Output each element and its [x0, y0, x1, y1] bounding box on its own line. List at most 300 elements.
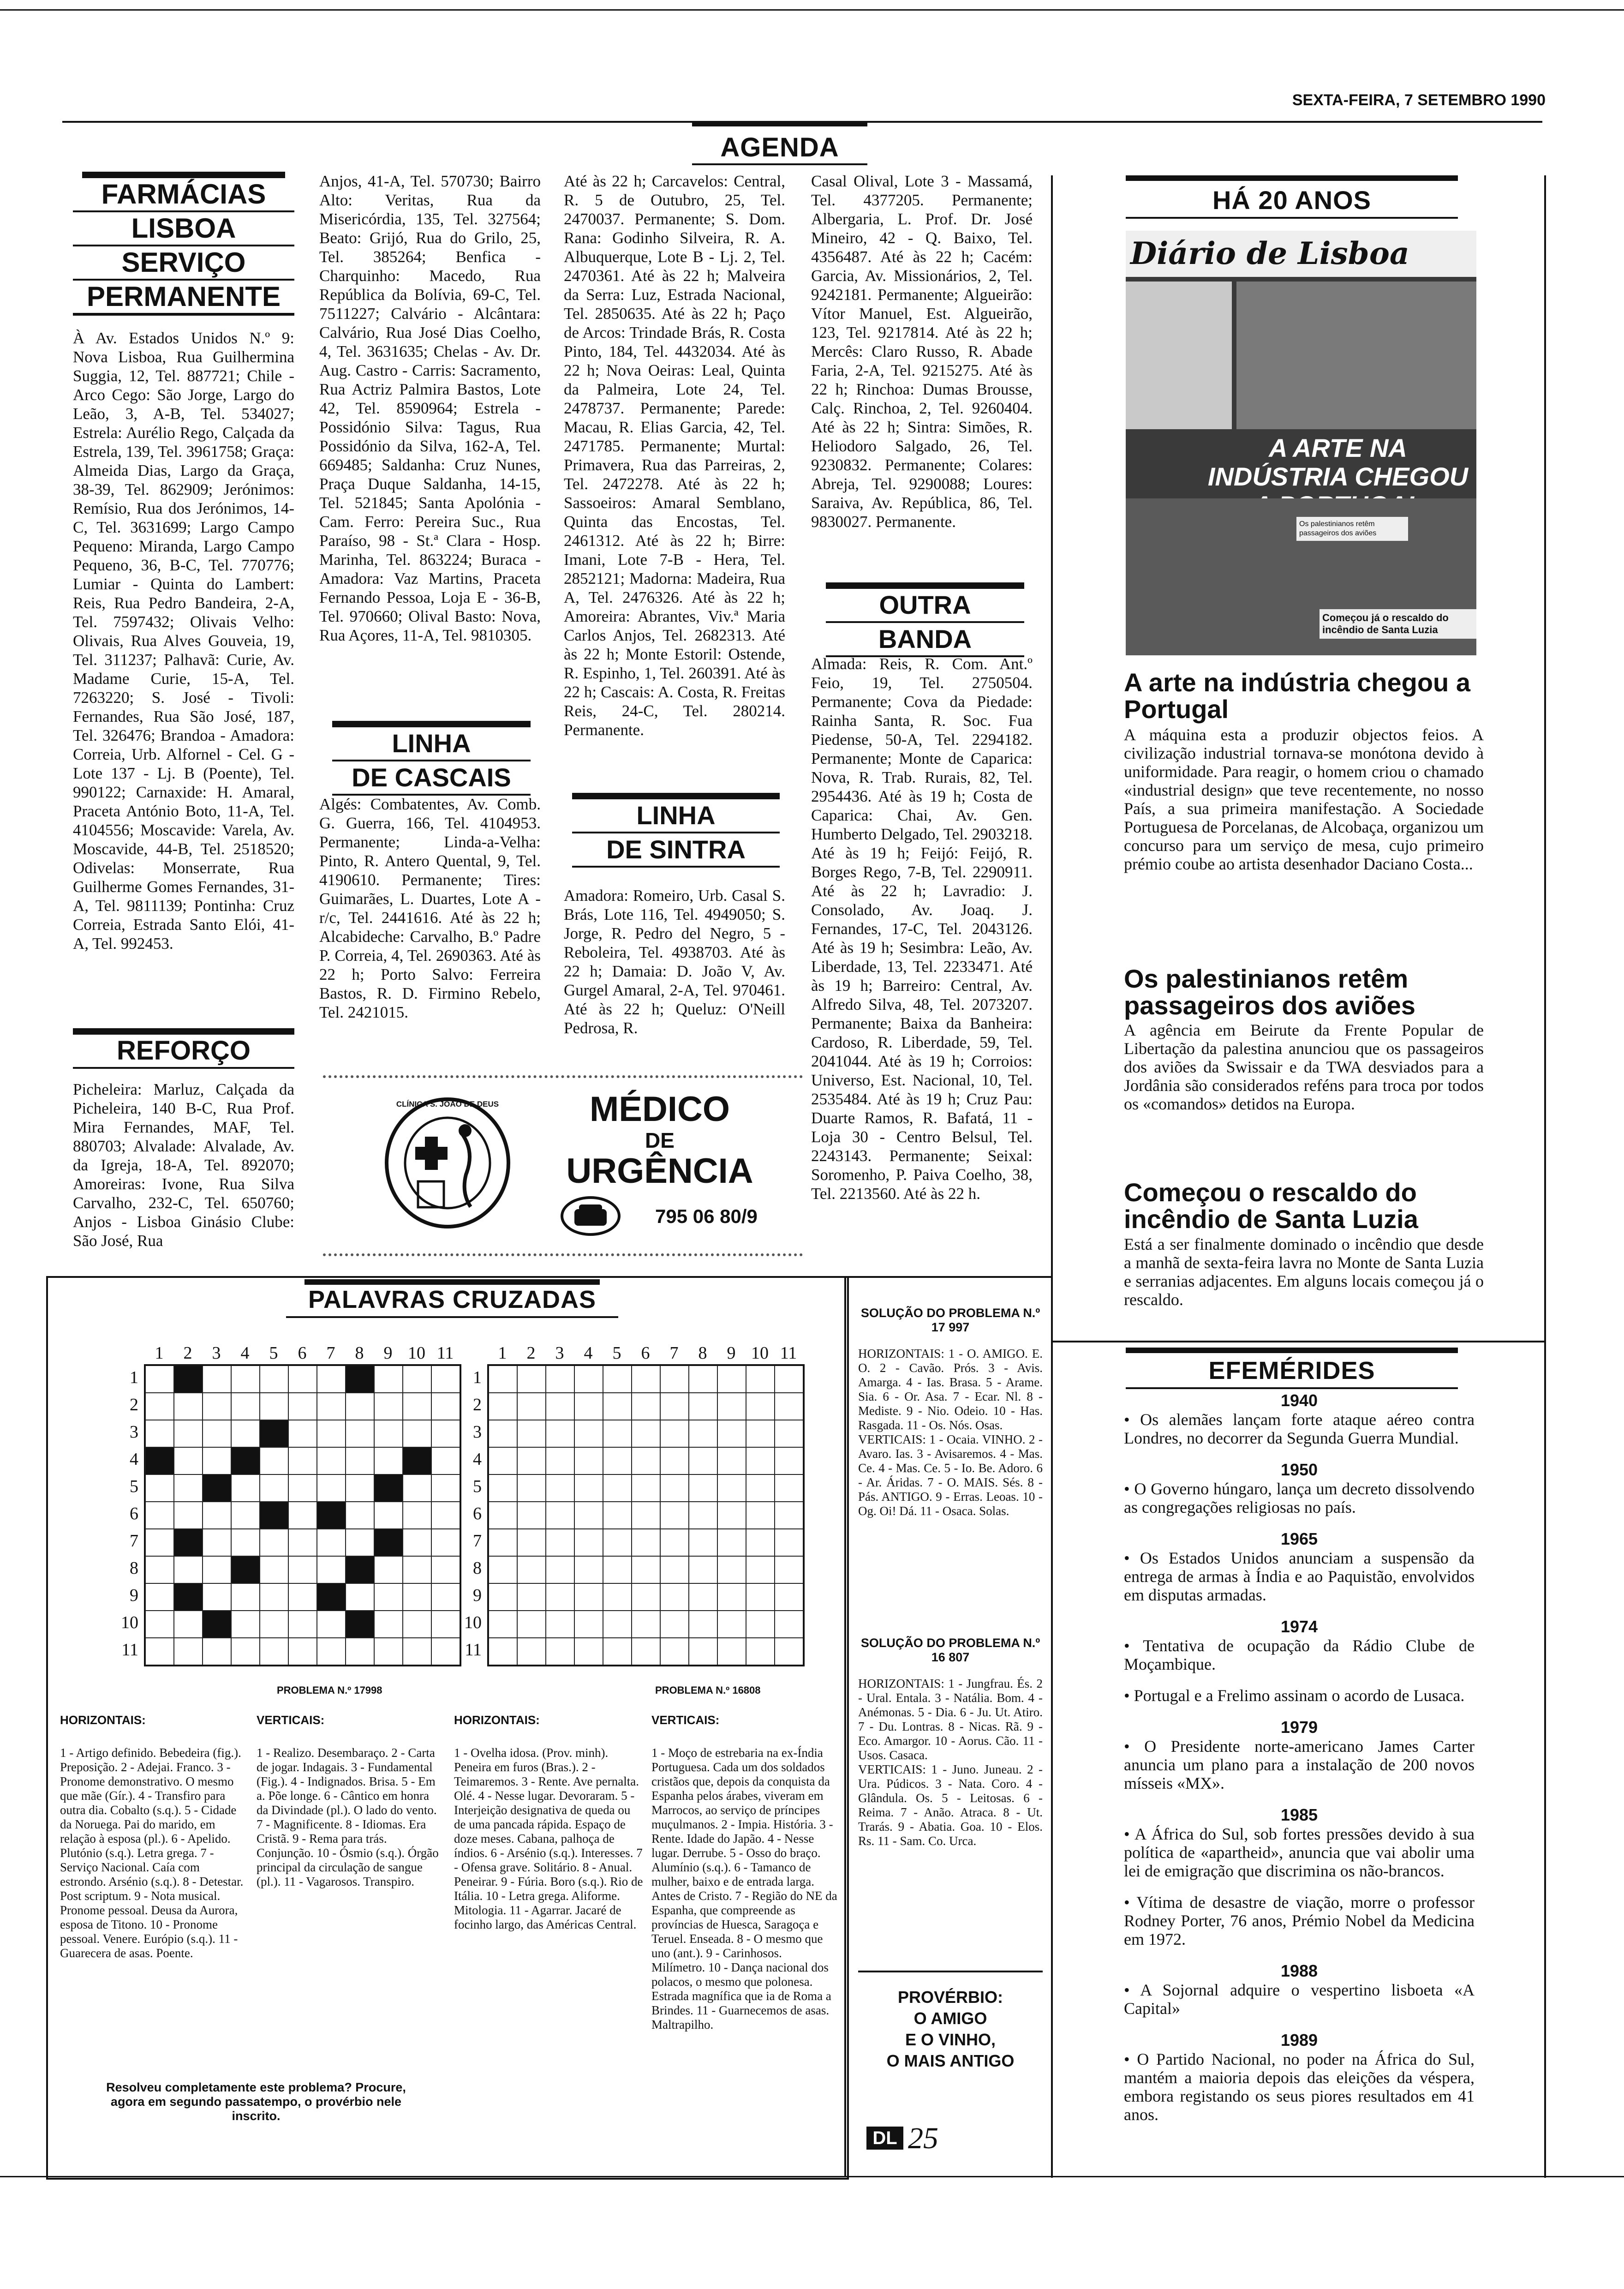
grid-cell — [288, 1393, 317, 1420]
grid-cell — [603, 1583, 632, 1611]
grid-cell — [489, 1474, 517, 1502]
grid-cell — [574, 1638, 603, 1665]
grid-cell — [317, 1393, 346, 1420]
grid-cell — [546, 1420, 574, 1447]
efem-entry: 1940 • Os alemães lançam forte ataque aéreo contra Londres, no decorrer da Segunda Guerra Mundial. — [1124, 1391, 1475, 1447]
grid-cell — [546, 1447, 574, 1474]
grid-cell — [231, 1420, 260, 1447]
efem-entry: 1989 • O Partido Nacional, no poder na África do Sul, mantém a maioria depois das eleições da véspera, embora registando os seus piores resultados em 41 anos. — [1124, 2031, 1475, 2124]
grid-cell — [603, 1529, 632, 1556]
grid-cell — [346, 1529, 374, 1556]
clip-masthead: Diário de Lisboa — [1130, 235, 1409, 271]
grid-cell — [574, 1556, 603, 1583]
grid-cell — [203, 1447, 231, 1474]
grid-cell — [145, 1474, 174, 1502]
grid-cell — [374, 1447, 403, 1474]
grid-cell — [346, 1474, 374, 1502]
grid-cell — [660, 1420, 689, 1447]
grid-cell — [689, 1529, 717, 1556]
grid-cell — [574, 1366, 603, 1393]
medico-title-3: URGÊNCIA — [566, 1151, 753, 1191]
grid-cell — [203, 1502, 231, 1529]
grid-cell — [288, 1638, 317, 1665]
crossword-grid-1 — [144, 1364, 461, 1666]
grid-cell — [346, 1556, 374, 1583]
grid-cell — [775, 1529, 803, 1556]
grid-cell — [717, 1529, 746, 1556]
grid-cell — [288, 1583, 317, 1611]
news3-title: Começou o rescaldo do incêndio de Santa Luzia — [1124, 1178, 1418, 1234]
grid-cell — [574, 1583, 603, 1611]
grid-cell — [489, 1529, 517, 1556]
grid-cell — [632, 1366, 660, 1393]
efemerides-list — [1124, 1391, 1475, 2137]
lisboa-title: LISBOA — [73, 212, 294, 246]
grid-cell — [574, 1447, 603, 1474]
grid-cell — [603, 1474, 632, 1502]
clues-h2: HORIZONTAIS: 1 - Ovelha idosa. (Prov. minh). Peneira em furos (Bras.). 2 - Teimaremos. 3 - Rente. Ave pernalta. Olé. 4 - Nesse lugar. Devoraram. 5 - Interjeição designativa de queda ou de uma pancada rápida. Espaço de doze meses. Cabana, palhoça de índios. 6 - Arsénio (s.q.). Interesses. 7 - Ofensa grave. Solitário. 8 - Anual. Peneirar. 9 - Fúria. Boro (s.q.). Rio de Itália. 10 - Letra grega. Aliforme. Mitologia. 11 - Agarrar. Jacaré de focinho largo, das Américas Central. — [454, 1713, 643, 1931]
grid-cell — [775, 1447, 803, 1474]
grid-cell — [145, 1447, 174, 1474]
grid-cell — [689, 1556, 717, 1583]
grid-cell — [660, 1529, 689, 1556]
grid-cell — [374, 1474, 403, 1502]
grid-cell — [717, 1447, 746, 1474]
grid-cell — [717, 1502, 746, 1529]
grid-cell — [374, 1393, 403, 1420]
grid-cell — [203, 1366, 231, 1393]
grid-cell — [288, 1502, 317, 1529]
grid-cell — [746, 1447, 775, 1474]
grid-cell — [403, 1529, 431, 1556]
grid-cell — [717, 1420, 746, 1447]
grid-cell — [145, 1529, 174, 1556]
grid-cell — [231, 1474, 260, 1502]
grid-cell — [632, 1474, 660, 1502]
grid-cell — [403, 1420, 431, 1447]
grid-cell — [374, 1583, 403, 1611]
col4-list: Casal Olival, Lote 3 - Massamá, Tel. 4377205. Permanente; Albergaria, L. Prof. Dr. José Mineiro, 42 - Q. Baixo, Tel. 4356487. Até às 22 h; Cacém: Garcia, Av. Missionários, 2, Tel. 9242181. Permanente; Algueirão: Vítor Manuel, Est. Algueirão, 123, Tel. 9217814. Até às 22 h; Mercês: Claro Russo, R. Abade Faria, 2-A, Tel. 9215275. Até às 22 h; Rinchoa: Dumas Brousse, Calç. Rinchoa, 2, Tel. 9260404. Até às 22 h; Sintra: Simões, R. Heliodoro Salgado, 26, Tel. 9230832. Permanente; Colares: Abreja, Tel. 9290088; Loures: Saraiva, Av. República, 86, Tel. 9830027. Permanente. — [811, 172, 1033, 531]
grid-cell — [660, 1611, 689, 1638]
grid-cell — [174, 1529, 203, 1556]
ha20-title: HÁ 20 ANOS — [1126, 184, 1458, 219]
grid-cell — [231, 1393, 260, 1420]
grid-cell — [717, 1556, 746, 1583]
grid-cell — [689, 1393, 717, 1420]
efemerides-title: EFEMÉRIDES — [1126, 1354, 1458, 1389]
grid-cell — [203, 1529, 231, 1556]
grid-cell — [403, 1366, 431, 1393]
sintra-list: Amadora: Romeiro, Urb. Casal S. Brás, Lote 116, Tel. 4949050; S. Jorge, R. Pedro del Negro, 5 - Reboleira, Tel. 4938703. Até às 22 h; Damaia: D. João V, Av. Gurgel Amaral, 2-A, Tel. 970461. Até às 22 h; Queluz: O'Neill Pedrosa, R. — [564, 887, 785, 1037]
grid-cell — [574, 1611, 603, 1638]
grid-cell — [489, 1502, 517, 1529]
grid-cell — [374, 1420, 403, 1447]
sintra-title-2: DE SINTRA — [572, 833, 780, 868]
grid-cell — [546, 1502, 574, 1529]
grid-cell — [231, 1447, 260, 1474]
news2-title: Os palestinianos retêm passageiros dos aviões — [1124, 964, 1415, 1020]
cascais-header — [332, 721, 531, 796]
grid-cell — [174, 1393, 203, 1420]
grid-cell — [546, 1474, 574, 1502]
grid-cell — [603, 1366, 632, 1393]
grid-cell — [288, 1529, 317, 1556]
grid-cell — [374, 1529, 403, 1556]
grid-cell — [689, 1583, 717, 1611]
grid-cell — [717, 1366, 746, 1393]
grid-cell — [174, 1366, 203, 1393]
grid-cell — [317, 1638, 346, 1665]
grid-cell — [260, 1583, 288, 1611]
grid-cell — [689, 1366, 717, 1393]
grid-cell — [374, 1366, 403, 1393]
grid-cell — [346, 1502, 374, 1529]
agenda-title: AGENDA — [720, 132, 839, 162]
grid-cell — [174, 1502, 203, 1529]
grid-cell — [145, 1611, 174, 1638]
grid-cell — [346, 1420, 374, 1447]
grid-cell — [775, 1638, 803, 1665]
grid-cell — [574, 1474, 603, 1502]
grid-cell — [317, 1420, 346, 1447]
grid-cell — [288, 1611, 317, 1638]
grid-cell — [517, 1366, 546, 1393]
news3-body: Está a ser finalmente dominado o incêndio que desde a manhã de sexta-feira lavra no Monte de Santa Luzia e serranias adjacentes. Em alguns locais começou já o rescaldo. — [1124, 1235, 1484, 1309]
grid-cell — [374, 1502, 403, 1529]
grid-cell — [403, 1638, 431, 1665]
grid-cell — [775, 1611, 803, 1638]
grid-cell — [660, 1638, 689, 1665]
medico-title-1: MÉDICO — [590, 1090, 730, 1129]
efem-entry: 1985 • A África do Sul, sob fortes pressões devido à sua política de «apartheid», anuncia que vai abolir uma lei de emigração que discrimina os não-brancos. — [1124, 1805, 1475, 1880]
grid-cell — [660, 1502, 689, 1529]
grid1-col-numbers: 1 2 3 4 5 6 7 8 9 10 11 — [155, 1343, 454, 1363]
efem-entry: • Vítima de desastre de viação, morre o professor Rodney Porter, 76 anos, Prémio Nobel da Medicina em 1972. — [1124, 1893, 1475, 1948]
clip-caption: Começou já o rescaldo do incêndio de Santa Luzia — [1320, 609, 1476, 639]
grid-cell — [489, 1366, 517, 1393]
grid-cell — [632, 1583, 660, 1611]
grid-cell — [746, 1393, 775, 1420]
grid-cell — [517, 1611, 546, 1638]
grid-cell — [632, 1611, 660, 1638]
grid-cell — [260, 1556, 288, 1583]
farmacias-title: FARMÁCIAS — [73, 178, 294, 212]
outra-title-2: BANDA — [826, 623, 1024, 657]
grid-cell — [174, 1611, 203, 1638]
grid-cell — [517, 1638, 546, 1665]
grid-cell — [260, 1474, 288, 1502]
grid-cell — [174, 1583, 203, 1611]
grid-cell — [231, 1611, 260, 1638]
reforco-header — [73, 1028, 294, 1069]
grid-cell — [603, 1556, 632, 1583]
clip-headline: A ARTE NA INDÚSTRIA CHEGOU — [1207, 433, 1469, 491]
grid-cell — [574, 1502, 603, 1529]
grid-cell — [603, 1447, 632, 1474]
grid-cell — [603, 1611, 632, 1638]
grid-cell — [603, 1638, 632, 1665]
grid-cell — [775, 1583, 803, 1611]
grid-cell — [260, 1502, 288, 1529]
grid-cell — [603, 1502, 632, 1529]
grid-cell — [746, 1529, 775, 1556]
grid-cell — [346, 1638, 374, 1665]
grid-cell — [288, 1366, 317, 1393]
grid-cell — [689, 1638, 717, 1665]
problem-number-2: PROBLEMA N.º 16808 — [655, 1684, 761, 1696]
clinica-logo-text: CLÍNICA S. JOÃO DE DEUS — [396, 1100, 499, 1109]
grid-cell — [632, 1393, 660, 1420]
efem-entry: 1979 • O Presidente norte-americano James Carter anuncia um plano para a instalação de 200 novos mísseis «MX». — [1124, 1718, 1475, 1792]
col2-list: Anjos, 41-A, Tel. 570730; Bairro Alto: Veritas, Rua da Misericórdia, 135, Tel. 327564; Beato: Grijó, Rua do Grilo, 25, Tel. 385264; Benfica - Charquinho: Macedo, Rua República da Bolívia, 69-C, Tel. 7511227; Calvário - Alcântara: Calvário, Rua José Dias Coelho, 4, Tel. 3631635; Chelas - Av. Dr. Aug. Castro - Carris: Sacramento, Rua Actriz Palmira Bastos, Lote 42, Tel. 8590964; Estrela - Possidónio Silva: Tagus, Rua Possidónio da Silva, 162-A, Tel. 669485; Saldanha: Cruz Nunes, Praça Duque Saldanha, 14-15, Tel. 521845; Santa Apolónia - Cam. Ferro: Pereira Suc., Rua Paraíso, 98 - St.ª Clara - Hosp. Marinha, Tel. 863224; Buraca - Amadora: Vaz Martins, Praceta Fernando Pessoa, Loja E - 36-B, Tel. 970660; Olival Basto: Nova, Rua Açores, 11-A, Tel. 9810305. — [319, 172, 541, 644]
grid-cell — [574, 1529, 603, 1556]
grid-cell — [775, 1420, 803, 1447]
grid-cell — [632, 1556, 660, 1583]
grid-cell — [660, 1556, 689, 1583]
grid-cell — [632, 1638, 660, 1665]
grid-cell — [346, 1447, 374, 1474]
grid-cell — [517, 1474, 546, 1502]
solution-17997: SOLUÇÃO DO PROBLEMA N.º 17 997 HORIZONTAIS: 1 - O. AMIGO. E. O. 2 - Cavão. Prós. 3 - Avis. Amarga. 4 - Ias. Brasa. 5 - Arame. Sia. 6 - Or. Asa. 7 - Ecar. Nl. 8 - Mediste. 9 - Nio. Odeio. 10 - Has. Rasgada. 11 - Os. Nós. Osas. VERTICAIS: 1 - Ocaia. VINHO. 2 - Avaro. Ias. 3 - Avisaremos. 4 - Mas. Ce. 4 - Mas. Ce. 5 - Io. Be. Adoro. 6 - Ar. Áridas. 7 - O. MAIS. Sés. 8 - Pás. ANTIGO. 9 - Erras. Leoas. 10 - Og. Oi! Dá. 11 - Osaca. Solas. — [858, 1306, 1043, 1518]
grid-cell — [174, 1638, 203, 1665]
grid-cell — [717, 1393, 746, 1420]
grid-cell — [145, 1420, 174, 1447]
grid-cell — [517, 1447, 546, 1474]
grid-cell — [489, 1611, 517, 1638]
grid-cell — [746, 1556, 775, 1583]
grid-cell — [546, 1529, 574, 1556]
grid-cell — [689, 1420, 717, 1447]
grid-cell — [260, 1611, 288, 1638]
grid-cell — [517, 1420, 546, 1447]
grid-cell — [145, 1393, 174, 1420]
efem-entry: 1974 • Tentativa de ocupação da Rádio Clube de Moçambique. — [1124, 1617, 1475, 1673]
outra-title-1: OUTRA — [826, 589, 1024, 623]
grid-cell — [717, 1638, 746, 1665]
grid-cell — [546, 1366, 574, 1393]
grid-cell — [546, 1393, 574, 1420]
grid-cell — [317, 1611, 346, 1638]
grid2-row-numbers: 1 2 3 4 5 6 7 8 9 10 11 — [464, 1368, 482, 1660]
grid-cell — [746, 1366, 775, 1393]
grid-cell — [489, 1447, 517, 1474]
grid-cell — [689, 1611, 717, 1638]
grid-cell — [717, 1474, 746, 1502]
grid-cell — [517, 1556, 546, 1583]
grid-cell — [317, 1366, 346, 1393]
grid-cell — [517, 1529, 546, 1556]
grid-cell — [231, 1529, 260, 1556]
grid-cell — [632, 1502, 660, 1529]
grid-cell — [260, 1638, 288, 1665]
grid-cell — [203, 1393, 231, 1420]
grid-cell — [403, 1447, 431, 1474]
cascais-title-1: LINHA — [332, 727, 531, 761]
reforco-list: Picheleira: Marluz, Calçada da Picheleira, 140 B-C, Rua Prof. Mira Fernandes, MAF, Tel. 880703; Alvalade: Alvalade, Av. da Igreja, 18-A, Tel. 892070; Amoreiras: Ivone, Rua Silva Carvalho, 232-C, Tel. 650760; Anjos - Lisboa Ginásio Clube: São José, Rua — [73, 1080, 294, 1250]
grid-cell — [403, 1583, 431, 1611]
solution-16807: SOLUÇÃO DO PROBLEMA N.º 16 807 HORIZONTAIS: 1 - Jungfrau. És. 2 - Ural. Entala. 3 - Natália. Bom. 4 - Anémonas. 5 - Dia. 6 - Ju. Ut. Atiro. 7 - Du. Lontras. 8 - Nicas. Rã. 9 - Eco. Amargor. 10 - Aorus. Cão. 11 - Usos. Casaca. VERTICAIS: 1 - Juno. Juneau. 2 - Ura. Púdicos. 3 - Nata. Coro. 4 - Glândula. Os. 5 - Leitosas. 6 - Reima. 7 - Anão. Atraca. 8 - Ut. Trarás. 9 - Abatia. Goa. 10 - Elos. Rs. 11 - Sam. Co. Urca. — [858, 1636, 1043, 1848]
cascais-list: Algés: Combatentes, Av. Comb. G. Guerra, 166, Tel. 4104953. Permanente; Linda-a-Velha: Pinto, R. Antero Quental, 9, Tel. 4190610. Permanente; Tires: Guimarães, L. Duartes, Lote A - r/c, Tel. 2441616. Até às 22 h; Alcabideche: Carvalho, B.º Padre P. Correia, 4, Tel. 2690363. Até às 22 h; Porto Salvo: Ferreira Bastos, R. D. Firmino Rebelo, Tel. 2421015. — [319, 795, 541, 1021]
grid-cell — [203, 1611, 231, 1638]
clip-box: Os palestinianos retêm passageiros dos aviões — [1296, 517, 1408, 541]
grid-cell — [746, 1638, 775, 1665]
crossword-grid-2 — [487, 1364, 805, 1666]
grid-cell — [145, 1366, 174, 1393]
clues-v1: VERTICAIS: 1 - Realizo. Desembaraço. 2 - Carta de jogar. Indagais. 3 - Fundamental (Fig.). 4 - Indignados. Brisa. 5 - Em a. Põe longe. 6 - Cântico em honra da Divindade (pl.). O lado do vento. 7 - Magnificente. 8 - Idiomas. Era Cristã. 9 - Rema para trás. Conjunção. 10 - Ósmio (s.q.). Órgão principal da circulação de sangue (pl.). 11 - Vagarosos. Transpiro. — [257, 1713, 439, 1888]
farmacias-lisboa-list: À Av. Estados Unidos N.º 9: Nova Lisboa, Rua Guilhermina Suggia, 12, Tel. 887721; Chile - Arco Cego: São Jorge, Largo do Leão, 3, A-B, Tel. 534027; Estrela: Aurélio Rego, Calçada da Estrela, 139, Tel. 3961758; Graça: Almeida Dias, Largo da Graça, 38-39, Tel. 862909; Jerónimos: Remísio, Rua dos Jerónimos, 14-C, Tel. 3631699; Largo Campo Pequeno: Miranda, Largo Campo Pequeno, 36, B-C, Tel. 770776; Lumiar - Quinta do Lambert: Reis, Rua Pedro Bandeira, 2-A, Tel. 7597432; Olivais Velho: Olivais, Rua Alves Gouveia, 19, Tel. 311237; Palhavã: Curie, Av. Madame Curie, 15-A, Tel. 7263220; S. José - Tivoli: Fernandes, Rua São José, 187, Tel. 326476; Brandoa - Amadora: Correia, Urb. Alfornel - Cel. G - Lote 137 - Lj. B (Poente), Tel. 990122; Carnaxide: H. Amaral, Praceta António Boto, 11-A, Tel. 4104556; Moscavide: Varela, Av. Moscavide, 44-B, Tel. 2518520; Odivelas: Monserrate, Rua Guilherme Gomes Fernandes, 31-A, Tel. 9811139; Pontinha: Cruz Correia, Estrada Santo Elói, 41-A, Tel. 992453. — [73, 329, 294, 953]
grid-cell — [203, 1638, 231, 1665]
grid-cell — [288, 1420, 317, 1447]
page-number: 25 — [908, 2121, 938, 2155]
efem-entry: • Portugal e a Frelimo assinam o acordo de Lusaca. — [1124, 1686, 1465, 1705]
grid-cell — [689, 1474, 717, 1502]
grid-cell — [717, 1583, 746, 1611]
grid-cell — [403, 1502, 431, 1529]
col3-list: Até às 22 h; Carcavelos: Central, R. 5 de Outubro, 25, Tel. 2470037. Permanente; S. Dom. Rana: Godinho Silveira, R. A. Albuquerque, Lote B - Lj. 2, Tel. 2470361. Até às 22 h; Malveira da Serra: Luz, Estrada Nacional, Tel. 2850635. Até às 22 h; Paço de Arcos: Trindade Brás, R. Costa Pinto, 184, Tel. 4432034. Até às 22 h; Nova Oeiras: Leal, Quinta da Palmeira, Lote 24, Tel. 2478737. Permanente; Parede: Macau, R. Elias Garcia, 42, Tel. 2471785. Permanente; Murtal: Primavera, Rua das Parreiras, 2, Tel. 2472278. Até às 22 h; Sassoeiros: Amaral Semblano, Quinta das Encostas, Tel. 2461312. Até às 22 h; Birre: Imani, Lote 7-B - Hera, Tel. 2852121; Madorna: Madeira, Rua A, Tel. 2476326. Até às 22 h; Amoreira: Abrantes, Viv.ª Maria Carlos Anjos, Tel. 2682313. Até às 22 h; Monte Estoril: Ostende, R. Espinho, 1, Tel. 260391. Até às 22 h; Cascais: A. Costa, R. Freitas Reis, 24-C, Tel. 280214. Permanente. — [564, 172, 785, 739]
grid-cell — [489, 1393, 517, 1420]
grid-cell — [660, 1474, 689, 1502]
grid-cell — [288, 1556, 317, 1583]
outra-banda-header — [826, 582, 1024, 657]
grid-cell — [145, 1556, 174, 1583]
grid-cell — [746, 1420, 775, 1447]
grid-cell — [546, 1611, 574, 1638]
grid-cell — [660, 1393, 689, 1420]
grid-cell — [145, 1583, 174, 1611]
grid-cell — [260, 1529, 288, 1556]
farmacias-header — [73, 172, 294, 316]
grid-cell — [403, 1393, 431, 1420]
grid-cell — [546, 1583, 574, 1611]
grid-cell — [288, 1474, 317, 1502]
news1-title: A arte na indústria chegou a Portugal — [1124, 668, 1470, 724]
grid-cell — [317, 1529, 346, 1556]
grid-cell — [746, 1583, 775, 1611]
grid-cell — [775, 1556, 803, 1583]
grid-cell — [203, 1420, 231, 1447]
resolveu-text: Resolveu completamente este problema? Procure, agora em segundo passatempo, o provérbio nele inscrito. — [106, 2080, 406, 2123]
grid-cell — [746, 1502, 775, 1529]
grid-cell — [489, 1583, 517, 1611]
problem-number-1: PROBLEMA N.º 17998 — [277, 1684, 382, 1696]
grid-cell — [317, 1556, 346, 1583]
grid-cell — [489, 1638, 517, 1665]
grid-cell — [775, 1474, 803, 1502]
grid-cell — [603, 1420, 632, 1447]
grid-cell — [346, 1611, 374, 1638]
grid-cell — [775, 1366, 803, 1393]
grid-cell — [717, 1611, 746, 1638]
grid-cell — [174, 1420, 203, 1447]
grid-cell — [203, 1583, 231, 1611]
sintra-title-1: LINHA — [572, 799, 780, 833]
grid-cell — [374, 1556, 403, 1583]
grid-cell — [346, 1583, 374, 1611]
grid-cell — [288, 1447, 317, 1474]
grid-cell — [231, 1556, 260, 1583]
grid-cell — [317, 1447, 346, 1474]
grid-cell — [632, 1529, 660, 1556]
medico-title-2: DE — [645, 1128, 675, 1152]
grid-cell — [775, 1393, 803, 1420]
grid-cell — [260, 1366, 288, 1393]
grid-cell — [517, 1393, 546, 1420]
grid-cell — [317, 1474, 346, 1502]
grid-cell — [489, 1556, 517, 1583]
grid-cell — [374, 1638, 403, 1665]
ha20-clipping — [1126, 231, 1476, 655]
grid-cell — [632, 1447, 660, 1474]
grid-cell — [260, 1447, 288, 1474]
clues-v2: VERTICAIS: 1 - Moço de estrebaria na ex-Índia Portuguesa. Cada um dos soldados cristãos que, depois da conquista da Espanha pelos árabes, viveram em Marrocos, ao serviço de príncipes muçulmanos. 2 - Impia. História. 3 - Rente. Idade do Japão. 4 - Nesse lugar. Derrube. 5 - Osso do braço. Alumínio (s.q.). 6 - Tamanco de mulher, baixo e de entrada larga. Antes de Cristo. 7 - Região do NE da Espanha, que compreende as províncias de Huesca, Saragoça e Teruel. Enseada. 8 - O mesmo que uno (ant.). 9 - Carinhosos. Milímetro. 10 - Dança nacional dos polacos, o mesmo que polonesa. Estrada magnífica que ia de Roma a Brindes. 11 - Guarnecemos de asas. Maltrapilho. — [651, 1713, 837, 2031]
sintra-header — [572, 793, 780, 868]
grid-cell — [403, 1611, 431, 1638]
servico-title: SERVIÇO — [73, 246, 294, 281]
grid1-row-numbers: 1 2 3 4 5 6 7 8 9 10 11 — [121, 1368, 138, 1660]
palavras-title: PALAVRAS CRUZADAS — [286, 1283, 618, 1318]
grid-cell — [574, 1420, 603, 1447]
grid-cell — [574, 1393, 603, 1420]
clinica-logo — [383, 1096, 512, 1230]
grid-cell — [546, 1638, 574, 1665]
grid-cell — [403, 1556, 431, 1583]
grid-cell — [260, 1420, 288, 1447]
efem-entry: 1950 • O Governo húngaro, lança um decreto dissolvendo as congregações religiosas no país. — [1124, 1460, 1475, 1516]
cascais-title-2: DE CASCAIS — [332, 761, 531, 796]
grid-cell — [317, 1583, 346, 1611]
grid-cell — [346, 1366, 374, 1393]
proverbio: PROVÉRBIO: O AMIGO E O VINHO, O MAIS ANTIGO — [886, 1988, 1015, 2070]
efem-entry: 1988 • A Sojornal adquire o vespertino lisboeta «A Capital» — [1124, 1961, 1475, 2018]
outra-banda-list: Almada: Reis, R. Com. Ant.º Feio, 19, Tel. 2750504. Permanente; Cova da Piedade: Rainha Santa, R. Soc. Fua Piedense, 50-A, Tel. 2294182. Permanente; Monte de Caparica: Nova, R. Trab. Rurais, 82, Tel. 2954436. Até às 19 h; Costa de Caparica: Chai, Av. Gen. Humberto Delgado, Tel. 2903218. Até às 19 h; Feijó: Feijó, R. Borges Rego, 7-B, Tel. 2290911. Até às 22 h; Lavradio: J. Consolado, Av. Joaq. J. Fernandes, 17-C, Tel. 2043126. Até às 19 h; Sesimbra: Leão, Av. Liberdade, 13, Tel. 2233471. Até às 19 h; Barreiro: Central, Av. Alfredo Silva, 48, Tel. 2073207. Permanente; Baixa da Banheira: Cardoso, R. Liberdade, 59, Tel. 2041044. Até às 19 h; Corroios: Universo, Est. Nacional, 10, Tel. 2535484. Até às 19 h; Cruz Pau: Duarte Ramos, R. Bafatá, 11 - Loja 30 - Centro Belsul, Tel. 2243143. Permanente; Seixal: Soromenho, P. Paiva Coelho, 38, Tel. 2213560. Até às 22 h. — [811, 655, 1033, 1203]
medico-phone: 795 06 80/9 — [655, 1205, 758, 1227]
news1-body: A máquina esta a produzir objectos feios. A civilização industrial tornava-se monótona devido à uniformidade. Para reagir, o homem criou o chamado «industrial design» que teve recentemente, no nosso País, a sua primeira manifestação. A Sociedade Portuguesa de Porcelanas, de Alcobaça, organizou um concurso para um serviço de mesa, cujo primeiro prémio coube ao artista desenhador Daciano Costa... — [1124, 725, 1484, 873]
grid-cell — [689, 1447, 717, 1474]
grid-cell — [603, 1393, 632, 1420]
efem-entry: 1965 • Os Estados Unidos anunciam a suspensão da entrega de armas à Índia e ao Paquistão, envolvidos em disputas armadas. — [1124, 1529, 1475, 1604]
permanente-title: PERMANENTE — [73, 281, 294, 316]
grid-cell — [231, 1638, 260, 1665]
grid-cell — [346, 1393, 374, 1420]
grid-cell — [174, 1474, 203, 1502]
page-logo: DL — [866, 2127, 903, 2150]
grid-cell — [145, 1502, 174, 1529]
news2-body: A agência em Beirute da Frente Popular de Libertação da palestina anunciou que os passageiros dos aviões da Swissair e da TWA desviados para a Jordânia são considerados reféns para troca por todos os «comandos» detidos na Europa. — [1124, 1021, 1484, 1113]
grid-cell — [775, 1502, 803, 1529]
grid-cell — [403, 1474, 431, 1502]
grid-cell — [374, 1611, 403, 1638]
grid-cell — [174, 1447, 203, 1474]
grid-cell — [746, 1611, 775, 1638]
grid-cell — [632, 1420, 660, 1447]
grid-cell — [660, 1447, 689, 1474]
grid-cell — [317, 1502, 346, 1529]
grid-cell — [260, 1393, 288, 1420]
grid-cell — [546, 1556, 574, 1583]
grid-cell — [517, 1502, 546, 1529]
grid-cell — [145, 1638, 174, 1665]
clues-h1: HORIZONTAIS: 1 - Artigo definido. Bebedeira (fig.). Preposição. 2 - Adejai. Franco. 3 - Pronome demonstrativo. O mesmo que mãe (Gír.). 4 - Transfiro para outra dia. Cobalto (s.q.). 5 - Cidade da Noruega. Pai do marido, em relação à esposa (pl.). 6 - Apelido. Plutónio (s.q.). Letra grega. 7 - Serviço Nacional. Caía com estrondo. Arsénio (s.q.). 8 - Detestar. Post scriptum. 9 - Nota musical. Pronome pessoal. Deusa da Aurora, esposa de Titono. 10 - Pronome pessoal. Venere. Európio (s.q.). 11 - Guarecera de asas. Poente. — [60, 1713, 244, 1960]
grid-cell — [517, 1583, 546, 1611]
grid-cell — [231, 1583, 260, 1611]
reforco-title: REFORÇO — [73, 1035, 294, 1069]
grid-cell — [489, 1420, 517, 1447]
grid-cell — [689, 1502, 717, 1529]
grid2-col-numbers: 1 2 3 4 5 6 7 8 9 10 11 — [498, 1343, 797, 1363]
grid-cell — [660, 1583, 689, 1611]
phone-icon — [561, 1195, 621, 1237]
grid-cell — [203, 1556, 231, 1583]
